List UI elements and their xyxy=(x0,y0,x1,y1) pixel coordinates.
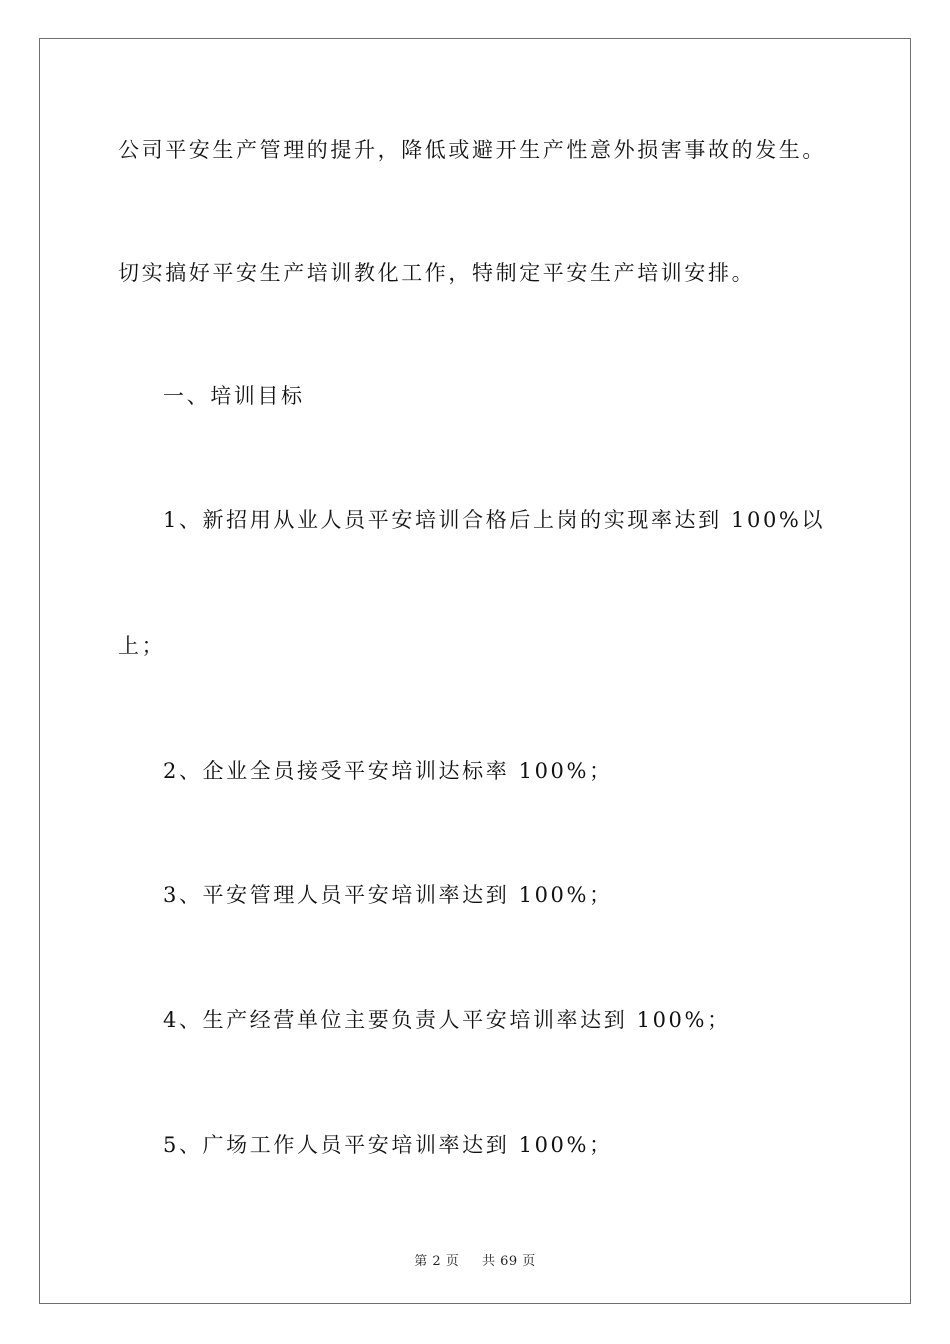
list-item-1: 1、新招用从业人员平安培训合格后上岗的实现率达到 100%以 xyxy=(163,508,826,532)
paragraph-line-2: 切实搞好平安生产培训教化工作，特制定平安生产培训安排。 xyxy=(118,261,756,285)
page-footer xyxy=(0,1250,950,1269)
list-item-5: 5、广场工作人员平安培训率达到 100%； xyxy=(163,1133,613,1157)
list-item-4: 4、生产经营单位主要负责人平安培训率达到 100%； xyxy=(163,1008,731,1032)
section-heading: 一、培训目标 xyxy=(163,384,305,408)
total-pages: 共 69 页 xyxy=(481,1254,536,1269)
list-item-3: 3、平安管理人员平安培训率达到 100%； xyxy=(163,883,613,907)
list-item-2: 2、企业全员接受平安培训达标率 100%； xyxy=(163,759,613,783)
list-item-1-continuation: 上； xyxy=(118,634,166,658)
page-number: 第 2 页 xyxy=(414,1254,460,1269)
paragraph-line-1: 公司平安生产管理的提升，降低或避开生产性意外损害事故的发生。 xyxy=(118,138,826,162)
page-frame xyxy=(39,38,911,1304)
